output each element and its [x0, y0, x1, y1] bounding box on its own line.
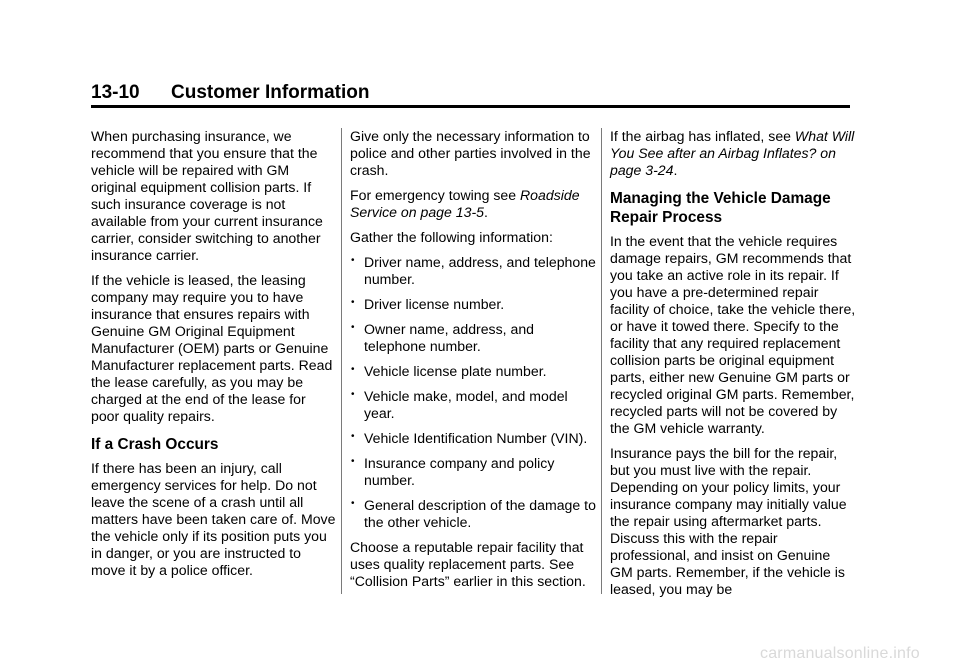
list-item: • Driver license number. — [351, 296, 505, 312]
paragraph: In the event that the vehicle requires damage repairs, GM recommends that you take an active role in its repair. If you have a pre-determined repair facility of choice, take the vehicle there, or have it towed there. Specify to the facility that any required replacement collision parts be original equipment parts, either new Genuine GM parts or recycled original GM parts. Remember, recycled parts will not be covered by the GM vehicle warranty. — [610, 233, 856, 436]
airbag-reference-link[interactable]: What Will You See after an Airbag Inflates? on page 3-24 — [610, 128, 855, 178]
page-header — [91, 82, 850, 104]
list-item: • Driver name, address, and telephone number. — [351, 254, 596, 287]
section-heading-crash: If a Crash Occurs — [91, 436, 219, 453]
header-rule — [91, 105, 850, 108]
towing-text: For emergency towing see — [350, 187, 517, 203]
period: . — [673, 162, 678, 178]
bullet-icon: • — [351, 322, 355, 333]
paragraph: Insurance pays the bill for the repair, but you must live with the repair. Depending on your policy limits, your insurance company may initially value the repair using aftermarket parts. Discuss this with the repair professional, and insist on Genuine GM parts. Remember, if the vehicle is leased, you may be — [610, 445, 847, 597]
list-item: • General description of the damage to the other vehicle. — [351, 497, 596, 530]
column-divider-1 — [341, 128, 342, 594]
bullet-icon: • — [351, 431, 355, 442]
paragraph: Choose a reputable repair facility that uses quality replacement parts. See “Collision Parts” earlier in this section. — [350, 539, 586, 589]
footer-watermark: carmanualsonline.info — [760, 645, 920, 662]
bullet-icon: • — [351, 389, 355, 400]
bullet-icon: • — [351, 255, 355, 266]
bullet-icon: • — [351, 297, 355, 308]
paragraph-towing — [350, 187, 596, 221]
airbag-text: If the airbag has inflated, see — [610, 128, 791, 144]
column-divider-2 — [601, 128, 602, 594]
bullet-icon: • — [351, 364, 355, 375]
list-item: • Vehicle Identification Number (VIN). — [351, 430, 588, 446]
paragraph: Gather the following information: — [350, 229, 553, 245]
paragraph: Give only the necessary information to police and other parties involved in the crash. — [350, 128, 591, 178]
list-item: • Vehicle make, model, and model year. — [351, 388, 568, 421]
roadside-service-link[interactable]: Roadside Service on page 13-5 — [350, 187, 580, 220]
paragraph-airbag — [610, 128, 856, 179]
paragraph: If there has been an injury, call emergency services for help. Do not leave the scene of a crash until all matters have been taken care of. Move the vehicle only if its position puts you in danger, or you are instructed to move it by a police officer. — [91, 460, 336, 578]
column-3 — [610, 128, 856, 606]
paragraph: When purchasing insurance, we recommend that you ensure that the vehicle will be repaired with GM original equipment collision parts. If such insurance coverage is not available from your current insurance carrier, consider switching to another insurance carrier. — [91, 128, 323, 263]
information-list — [350, 254, 596, 531]
page-number: 13-10 — [91, 82, 140, 103]
period: . — [483, 204, 488, 220]
section-heading-damage-repair: Managing the Vehicle Damage Repair Process — [610, 190, 831, 226]
list-item: • Owner name, address, and telephone number. — [351, 321, 534, 354]
paragraph: If the vehicle is leased, the leasing company may require you to have insurance that ensures repairs with Genuine GM Original Equipment Manufacturer (OEM) parts or Genuine Manufacturer replacement parts. Read the lease carefully, as you may be charged at the end of the lease for poor quality repairs. — [91, 272, 333, 424]
bullet-icon: • — [351, 456, 355, 467]
list-item: • Insurance company and policy number. — [351, 455, 555, 488]
section-title: Customer Information — [171, 82, 370, 103]
column-1 — [91, 128, 337, 587]
column-2 — [350, 128, 596, 598]
list-item: • Vehicle license plate number. — [351, 363, 547, 379]
bullet-icon: • — [351, 498, 355, 509]
